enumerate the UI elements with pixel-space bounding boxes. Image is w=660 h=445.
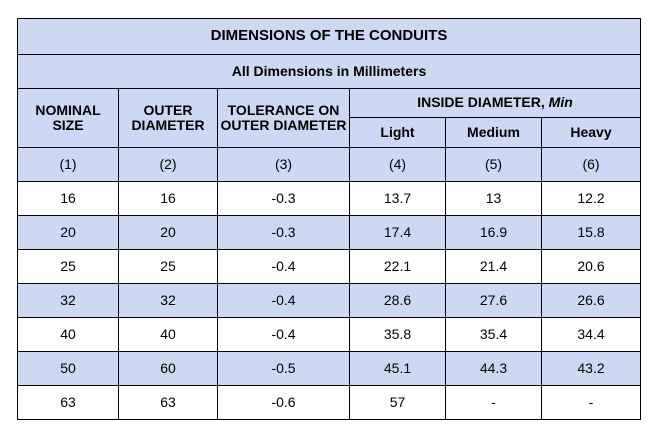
table-title: DIMENSIONS OF THE CONDUITS [18,19,641,55]
table-cell: -0.5 [218,352,350,386]
table-row [18,352,641,386]
table-cell: 27.6 [446,284,542,318]
header-inside-diameter-label: INSIDE DIAMETER, [417,94,545,111]
table-cell: 13 [446,182,542,216]
table-cell: - [446,386,542,420]
table-cell: 15.8 [542,216,641,250]
table-cell: 12.2 [542,182,641,216]
table-cell: 45.1 [350,352,446,386]
table-cell: 44.3 [446,352,542,386]
header-heavy: Heavy [542,118,641,148]
table-cell: 17.4 [350,216,446,250]
table-cell: 25 [119,250,218,284]
table-row [18,284,641,318]
table-row [18,318,641,352]
table-cell: 35.4 [446,318,542,352]
table-row [18,216,641,250]
table-subtitle: All Dimensions in Millimeters [18,55,641,89]
table-cell: - [542,386,641,420]
header-tolerance: TOLERANCE ON OUTER DIAMETER [218,89,350,148]
table-cell: 20 [18,216,119,250]
table-cell: 40 [18,318,119,352]
table-cell: 32 [18,284,119,318]
table-cell: 60 [119,352,218,386]
table-cell: 16 [18,182,119,216]
table-cell: -0.6 [218,386,350,420]
table-cell: 43.2 [542,352,641,386]
table-cell: 40 [119,318,218,352]
table-cell: 22.1 [350,250,446,284]
table-cell: 20.6 [542,250,641,284]
column-number-row [18,148,641,182]
header-inside-diameter-min: Min [548,94,573,111]
column-number: (6) [542,148,641,182]
table-cell: -0.3 [218,182,350,216]
table-cell: -0.4 [218,250,350,284]
column-number: (4) [350,148,446,182]
header-nominal-size: NOMINAL SIZE [18,89,119,148]
header-outer-diameter: OUTER DIAMETER [119,89,218,148]
header-medium: Medium [446,118,542,148]
header-inside-diameter [350,89,641,118]
column-number: (5) [446,148,542,182]
table-cell: -0.4 [218,318,350,352]
table-row [18,386,641,420]
table-cell: -0.3 [218,216,350,250]
table-cell: 16 [119,182,218,216]
table-cell: 16.9 [446,216,542,250]
table-cell: 25 [18,250,119,284]
conduit-dimensions-table [17,18,641,420]
table-cell: 32 [119,284,218,318]
column-number: (3) [218,148,350,182]
table-cell: 63 [18,386,119,420]
table-row [18,250,641,284]
table-cell: 57 [350,386,446,420]
table-cell: -0.4 [218,284,350,318]
header-light: Light [350,118,446,148]
table-cell: 13.7 [350,182,446,216]
table-cell: 28.6 [350,284,446,318]
table-cell: 34.4 [542,318,641,352]
column-number: (2) [119,148,218,182]
table-row [18,182,641,216]
table-cell: 26.6 [542,284,641,318]
table-cell: 50 [18,352,119,386]
table-cell: 35.8 [350,318,446,352]
table-cell: 20 [119,216,218,250]
table-cell: 21.4 [446,250,542,284]
table-cell: 63 [119,386,218,420]
column-number: (1) [18,148,119,182]
